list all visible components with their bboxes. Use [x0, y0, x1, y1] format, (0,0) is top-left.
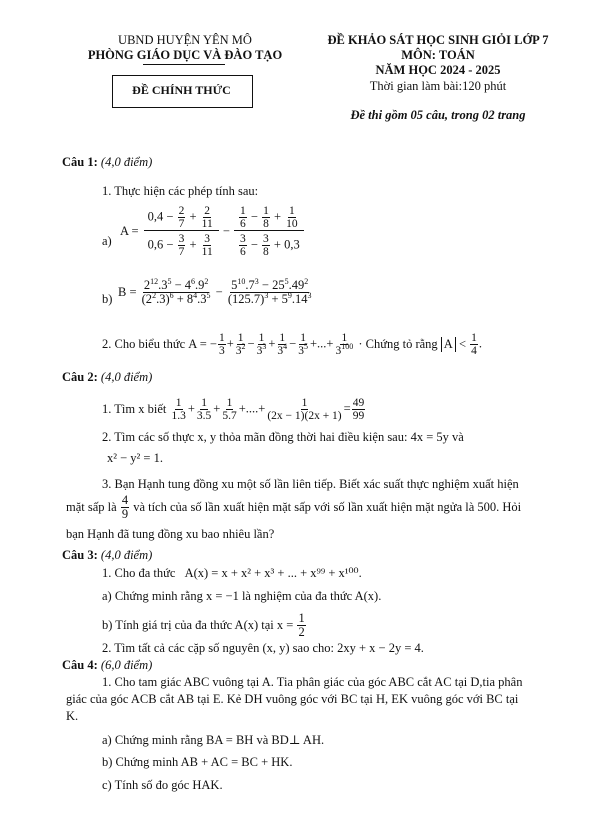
q1-item2: 2. Cho biểu thức A = − $\frac{1}{3}$ + $\frac{1}{3^2}$ − $\frac{1}{3^3}$ + $\frac{1}{3^4}$ − $\frac{1}{3^5}$ +...+ $\frac{1}{3^{100}}$ · Chứng tỏ rằng A < $\frac{1}{4}$ .	[102, 332, 483, 358]
q3-item1-text: 1. Cho đa thức	[102, 566, 176, 580]
q2-item2-line1: 2. Tìm các số thực x, y thỏa mãn đồng thời hai điều kiện sau: 4x = 5y và	[102, 430, 464, 444]
q2-title: Câu 2:	[62, 370, 98, 384]
q3-b-text: b) Tính giá trị của đa thức A(x) tại x =	[102, 618, 294, 633]
q4-b: b) Chứng minh AB + AC = BC + HK.	[102, 755, 293, 769]
issuer-line1: UBND HUYỆN YÊN MÔ	[118, 33, 252, 47]
q4-title: Câu 4:	[62, 658, 98, 672]
q1-a-expr: A = 0,4 − $\frac{2}{7}$ + $\frac{2}{11}$ 0,6 − $\frac{3}{7}$ + $\frac{3}{11}$ − $\frac{1}{6}$ − $\frac{1}{8}$ + $\frac{1}{10}$ $\frac{3}{6}$ − $\frac{3}{8}$ + 0,3	[120, 205, 305, 258]
q3-item1-expr: A(x) = x + x² + x³ + ... + x⁹⁹ + x¹⁰⁰.	[184, 566, 362, 580]
q2-item3-line3: bạn Hạnh đã tung đồng xu bao nhiêu lần?	[66, 527, 275, 541]
q4-item1-line1: 1. Cho tam giác ABC vuông tại A. Tia phân giác của góc ABC cắt AC tại D,tia phân	[102, 675, 523, 689]
q4-item1-line3: K.	[66, 709, 79, 723]
q3-b: b) Tính giá trị của đa thức A(x) tại x = $\frac{1}{2}$	[102, 611, 305, 640]
exam-note: Đề thi gồm 05 câu, trong 02 trang	[350, 108, 526, 122]
q3-item1	[102, 565, 362, 581]
q4-points: (6,0 điểm)	[100, 658, 153, 672]
q1-points: (4,0 điểm)	[100, 155, 153, 169]
q3-points: (4,0 điểm)	[100, 548, 153, 562]
issuer-underline	[143, 64, 225, 65]
q2-item3-line2: mặt sấp là $\frac{4}{9}$ và tích của số lần xuất hiện mặt sấp với số lần xuất hiện mặt ngửa là 500. Hỏi	[66, 493, 522, 522]
q2-item2-line2: x² − y² = 1.	[107, 451, 163, 465]
q2-item3-line2a: mặt sấp là	[66, 500, 117, 515]
q4-a: a) Chứng minh rằng BA = BH và BD⊥ AH.	[102, 733, 325, 747]
exam-year: NĂM HỌC 2024 - 2025	[375, 63, 501, 77]
q1-item2-prove: · Chứng tỏ rằng	[358, 337, 438, 352]
q4-item1-line2: giác của góc ACB cắt AB tại E. Kẻ DH vuông góc với BC tại H, EK vuông góc với BC tại	[66, 692, 519, 706]
q3-a: a) Chứng minh rằng x = −1 là nghiệm của đa thức A(x).	[102, 589, 382, 603]
q2-points: (4,0 điểm)	[100, 370, 153, 384]
q1-a-label: a)	[102, 234, 112, 248]
q1-b-expr: B = $\frac{2^{12}.3^5 - 4^6.9^2}{(2^2.3)^6 + 8^4.3^5}$ − $\frac{5^{10}.7^3 - 25^5.49^2}{(125.7)^3 + 5^9.14^3}$	[118, 276, 312, 307]
q1-item2-text: 2. Cho biểu thức	[102, 337, 186, 352]
q1-title: Câu 1:	[62, 155, 98, 169]
q2-item1-text: 1. Tìm x biết	[102, 402, 167, 417]
issuer-line2: PHÒNG GIÁO DỤC VÀ ĐÀO TẠO	[87, 48, 283, 62]
q1-heading	[62, 155, 152, 170]
exam-title: ĐỀ KHẢO SÁT HỌC SINH GIỎI LỚP 7	[327, 33, 549, 47]
q2-heading	[62, 370, 152, 385]
q1-b-label: b)	[102, 292, 113, 306]
q2-item1: 1. Tìm x biết $\frac{1}{1.3}$ + $\frac{1}{3.5}$ + $\frac{1}{5.7}$ +....+ $\frac{1}{(2x - 1)(2x + 1)}$ = $\frac{49}{99}$	[102, 397, 365, 423]
exam-time: Thời gian làm bài:120 phút	[369, 79, 507, 93]
q2-item3-line2b: và tích của số lần xuất hiện mặt sấp với số lần xuất hiện mặt ngửa là 500. Hỏi	[133, 500, 522, 515]
official-label: ĐỀ CHÍNH THỨC	[132, 83, 231, 97]
q4-heading	[62, 658, 152, 673]
q3-heading	[62, 548, 152, 563]
q3-title: Câu 3:	[62, 548, 98, 562]
q1-item1: 1. Thực hiện các phép tính sau:	[102, 184, 259, 198]
q2-item3-line1: 3. Bạn Hạnh tung đồng xu một số lần liên tiếp. Biết xác suất thực nghiệm xuất hiện	[102, 477, 519, 491]
q4-c: c) Tính số đo góc HAK.	[102, 778, 223, 792]
exam-subject: MÔN: TOÁN	[401, 48, 475, 62]
q3-item2: 2. Tìm tất cả các cặp số nguyên (x, y) sao cho: 2xy + x − 2y = 4.	[102, 641, 424, 655]
